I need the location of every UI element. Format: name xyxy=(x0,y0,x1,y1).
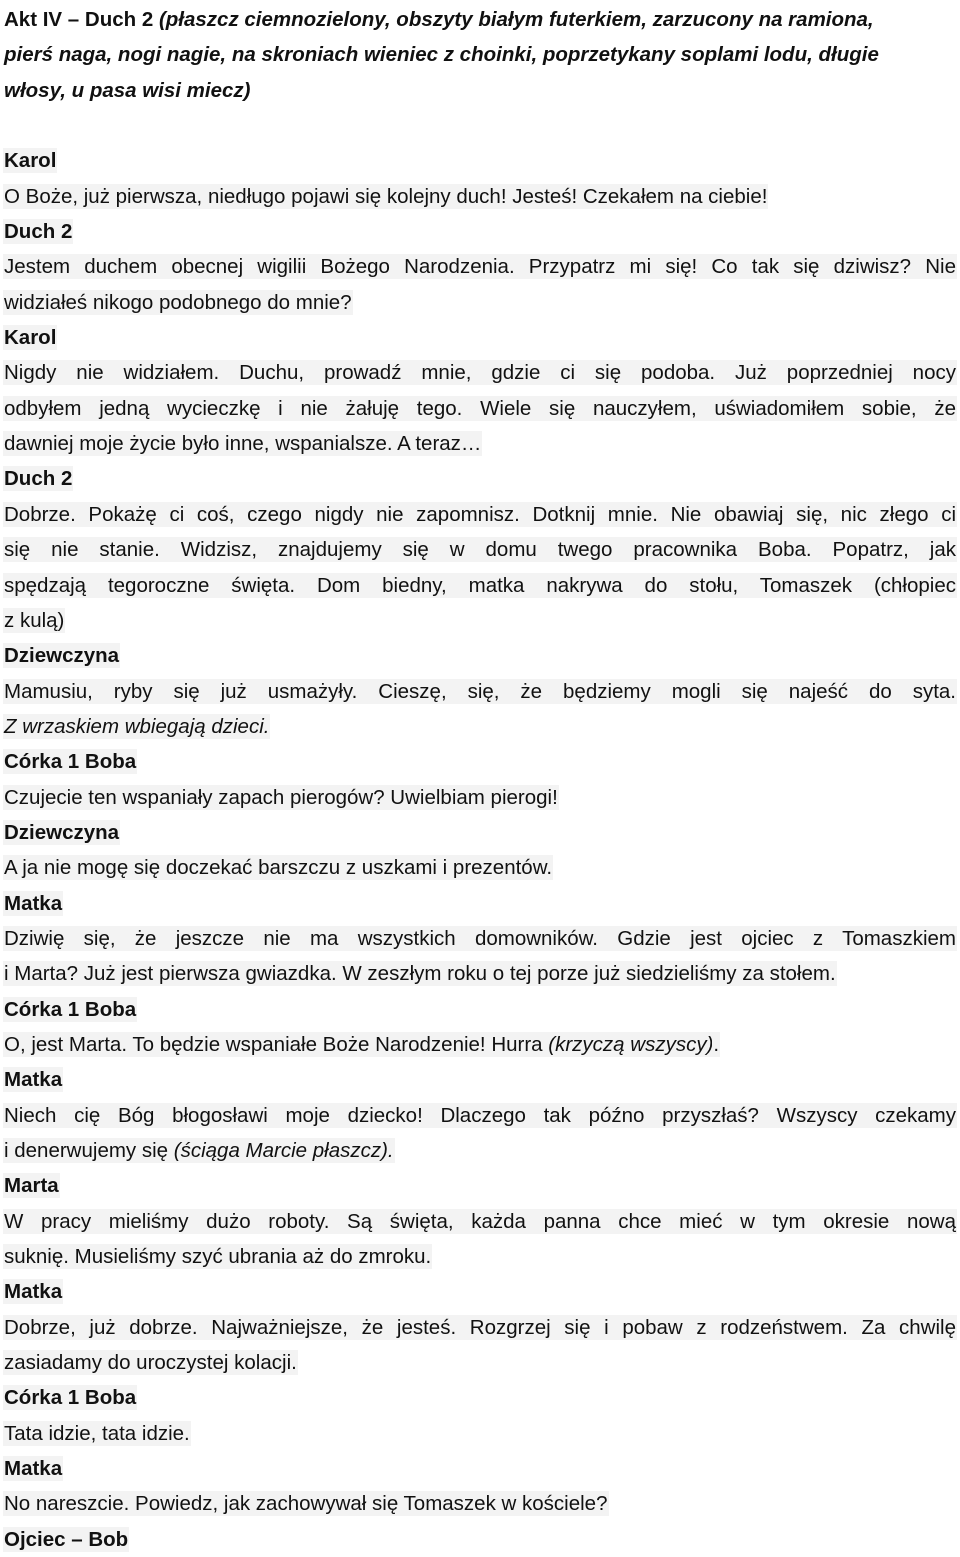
stage-direction: (ściąga Marcie płaszcz). xyxy=(173,1139,394,1162)
dialogue-line xyxy=(4,532,956,567)
speaker-name: Marta xyxy=(4,1174,59,1198)
dialogue-text: z kulą) xyxy=(4,608,65,632)
speaker-name: Duch 2 xyxy=(4,220,73,244)
act-heading-line-3 xyxy=(4,73,956,108)
speaker-name: Ojciec – Bob xyxy=(4,1527,129,1551)
speaker-line xyxy=(4,744,956,779)
dialogue-text: No nareszcie. Powiedz, jak zachowywał się Tomaszek w kościele? xyxy=(4,1492,608,1516)
speaker-name: Matka xyxy=(4,1068,63,1092)
dialogue-line xyxy=(4,426,956,461)
stage-direction: włosy, u pasa wisi miecz) xyxy=(4,78,251,102)
stage-direction: (krzyczą wszyscy) xyxy=(548,1032,714,1056)
speaker-name: Córka 1 Boba xyxy=(4,750,137,774)
dialogue-line xyxy=(4,709,956,744)
dialogue-line xyxy=(4,568,956,603)
stage-direction: pierś naga, nogi nagie, na skroniach wieniec z choinki, poprzetykany soplami lodu, długie xyxy=(4,43,879,67)
dialogue-text: Jestem duchem obecnej wigilii Bożego Narodzenia. Przypatrz mi się! Co tak się dziwisz? Nie xyxy=(4,255,956,279)
dialogue-line xyxy=(4,1310,956,1345)
dialogue-line xyxy=(4,285,956,320)
dialogue-line xyxy=(4,1204,956,1239)
ghost-title: Duch 2 xyxy=(84,8,154,31)
dialogue-text: Dobrze, już dobrze. Najważniejsze, że jesteś. Rozgrzej się i pobaw z rodzeństwem. Za chwilę xyxy=(4,1315,956,1339)
dialogue-text: suknię. Musieliśmy szyć ubrania aż do zmroku. xyxy=(4,1245,432,1269)
dialogue-text: W pracy mieliśmy dużo roboty. Są święta, każda panna chce mieć w tym okresie nową xyxy=(4,1209,956,1233)
speaker-line xyxy=(4,1274,956,1309)
dialogue-text: O, jest Marta. To będzie wspaniałe Boże Narodzenie! Hurra xyxy=(4,1032,549,1056)
speaker-line xyxy=(4,1062,956,1097)
dialogue-text: Dobrze. Pokażę ci coś, czego nigdy nie zapomnisz. Dotknij mnie. Nie obawiaj się, nic złego ci xyxy=(4,502,956,526)
dialogue-text: odbyłem jedną wycieczkę i nie żałuję tego. Wiele się nauczyłem, uświadomiłem sobie, że xyxy=(4,396,956,420)
dialogue-line xyxy=(4,1345,956,1380)
speaker-line xyxy=(4,143,956,178)
dialogue-text: widziałeś nikogo podobnego do mnie? xyxy=(4,290,352,314)
dialogue-text: się nie stanie. Widzisz, znajdujemy się w domu twego pracownika Boba. Popatrz, jak xyxy=(4,538,956,562)
dialogue-text: . xyxy=(713,1032,720,1056)
dialogue-line xyxy=(4,1133,956,1168)
stage-direction: (płaszcz ciemnozielony, obszyty białym futerkiem, zarzucony na ramiona, xyxy=(153,8,874,31)
dialogue-text: Nigdy nie widziałem. Duchu, prowadź mnie, gdzie ci się podoba. Już poprzedniej nocy xyxy=(4,361,956,385)
dialogue-line xyxy=(4,497,956,532)
dialogue-line xyxy=(4,603,956,638)
speaker-name: Karol xyxy=(4,149,57,173)
dialogue-body xyxy=(4,143,956,1557)
dialogue-line xyxy=(4,391,956,426)
dialogue-line xyxy=(4,921,956,956)
dialogue-text: dawniej moje życie było inne, wspanialsze. A teraz… xyxy=(4,432,482,456)
speaker-line xyxy=(4,1168,956,1203)
dialogue-text: Tata idzie, tata idzie. xyxy=(4,1421,190,1445)
speaker-line xyxy=(4,638,956,673)
speaker-name: Karol xyxy=(4,326,57,350)
dialogue-line xyxy=(4,850,956,885)
dialogue-text: A ja nie mogę się doczekać barszczu z uszkami i prezentów. xyxy=(4,856,553,880)
dialogue-line xyxy=(4,179,956,214)
speaker-line xyxy=(4,461,956,496)
dialogue-line xyxy=(4,1416,956,1451)
dialogue-text: spędzają tegoroczne święta. Dom biedny, matka nakrywa do stołu, Tomaszek (chłopiec xyxy=(4,573,956,597)
speaker-line xyxy=(4,886,956,921)
speaker-name: Matka xyxy=(4,891,63,915)
act-title: Akt IV xyxy=(4,8,63,31)
speaker-name: Matka xyxy=(4,1457,63,1481)
speaker-line xyxy=(4,1380,956,1415)
speaker-name: Dziewczyna xyxy=(4,820,120,844)
dialogue-text: Dziwię się, że jeszcze nie ma wszystkich domowników. Gdzie jest ojciec z Tomaszkiem xyxy=(4,926,956,950)
blank-line xyxy=(4,108,956,143)
script-page xyxy=(4,2,956,1557)
dialogue-text: Czujecie ten wspaniały zapach pierogów? Uwielbiam pierogi! xyxy=(4,785,558,809)
dialogue-line xyxy=(4,956,956,991)
dialogue-line xyxy=(4,1486,956,1521)
act-dash: – xyxy=(62,8,85,31)
dialogue-line xyxy=(4,780,956,815)
speaker-line xyxy=(4,992,956,1027)
speaker-line xyxy=(4,320,956,355)
speaker-name: Matka xyxy=(4,1280,63,1304)
speaker-line xyxy=(4,1522,956,1557)
dialogue-text: Mamusiu, ryby się już usmażyły. Cieszę, się, że będziemy mogli się najeść do syta. xyxy=(4,679,956,703)
act-heading-line-2 xyxy=(4,37,956,72)
speaker-name: Duch 2 xyxy=(4,467,73,491)
speaker-line xyxy=(4,214,956,249)
dialogue-line xyxy=(4,674,956,709)
dialogue-line xyxy=(4,1027,956,1062)
dialogue-text: i Marta? Już jest pierwsza gwiazdka. W zeszłym roku o tej porze już siedzieliśmy za stołem. xyxy=(4,962,836,986)
act-heading-line-1 xyxy=(4,2,956,37)
dialogue-line xyxy=(4,355,956,390)
dialogue-text: i denerwujemy się xyxy=(4,1139,174,1162)
dialogue-line xyxy=(4,1239,956,1274)
dialogue-line xyxy=(4,1098,956,1133)
stage-direction: Z wrzaskiem wbiegają dzieci. xyxy=(4,714,270,738)
dialogue-text: zasiadamy do uroczystej kolacji. xyxy=(4,1351,297,1375)
speaker-line xyxy=(4,815,956,850)
speaker-name: Córka 1 Boba xyxy=(4,1386,137,1410)
dialogue-text: O Boże, już pierwsza, niedługo pojawi się kolejny duch! Jesteś! Czekałem na ciebie! xyxy=(4,184,768,208)
speaker-line xyxy=(4,1451,956,1486)
dialogue-text: Niech cię Bóg błogosławi moje dziecko! Dlaczego tak późno przyszłaś? Wszyscy czekamy xyxy=(4,1103,956,1127)
speaker-name: Dziewczyna xyxy=(4,644,120,668)
speaker-name: Córka 1 Boba xyxy=(4,997,137,1021)
dialogue-line xyxy=(4,249,956,284)
